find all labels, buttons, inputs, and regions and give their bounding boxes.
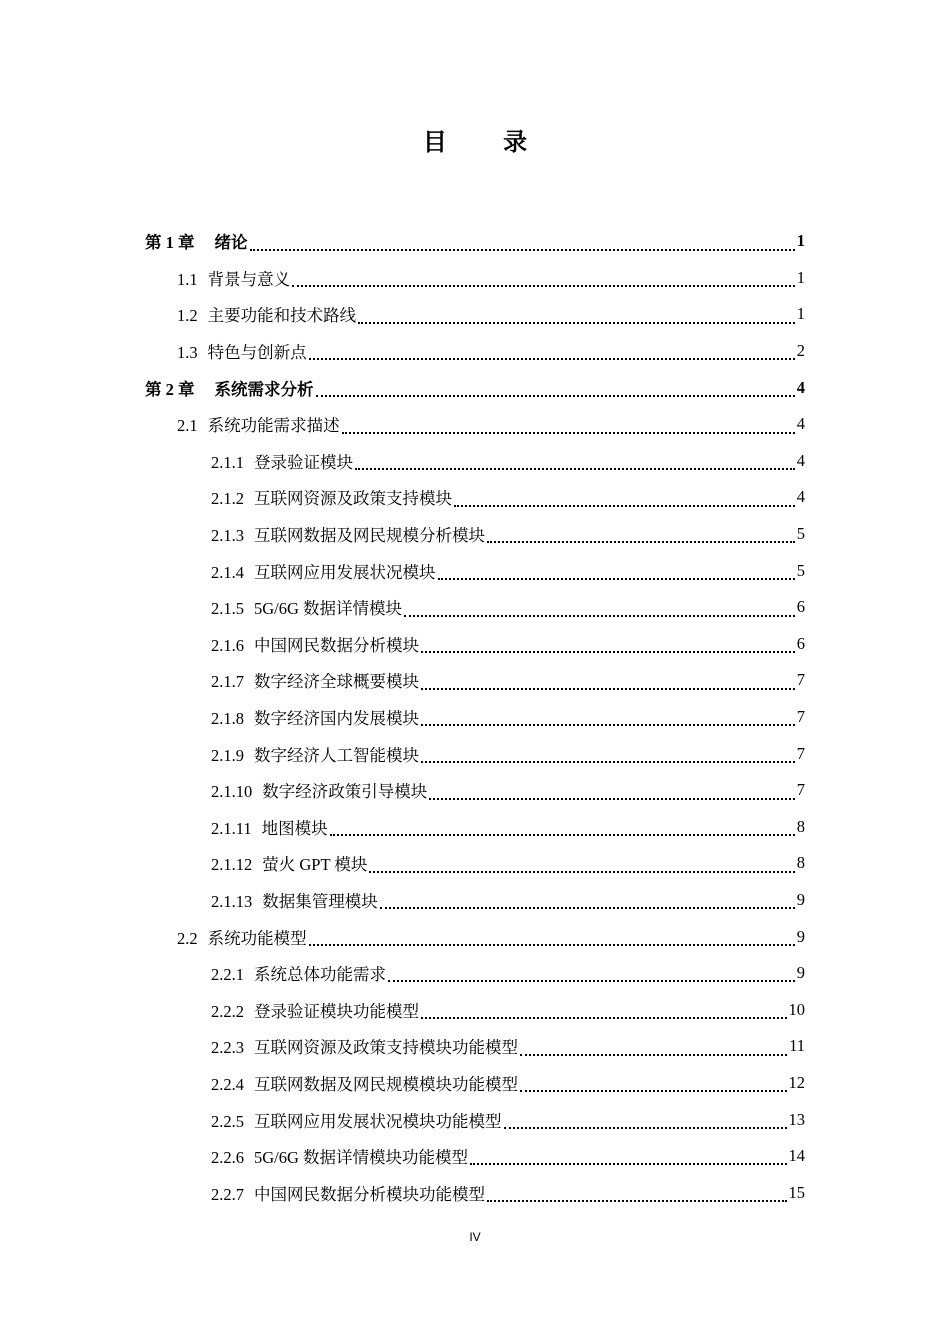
toc-entry[interactable] <box>0 1065 950 1102</box>
toc-entry-number: 2.1.5 <box>211 599 244 619</box>
toc-entry[interactable] <box>0 1174 950 1211</box>
toc-entry[interactable] <box>0 955 950 992</box>
toc-dot-leader <box>487 1190 787 1202</box>
toc-entry-page: 6 <box>796 597 805 617</box>
toc-entry-title: 数据集管理模块 <box>262 891 378 911</box>
toc-entry-number: 2.2 <box>177 928 198 948</box>
toc-entry-page: 2 <box>796 341 805 361</box>
toc-entry[interactable] <box>0 260 950 297</box>
toc-entry-title: 特色与创新点 <box>207 343 307 363</box>
toc-entry-page: 5 <box>796 524 805 544</box>
toc-entry-title: 数字经济全球概要模块 <box>254 672 419 692</box>
toc-entry-number: 2.1.12 <box>211 855 253 875</box>
toc-entry-title: 互联网资源及政策支持模块功能模型 <box>254 1038 518 1058</box>
toc-entry-page: 7 <box>796 780 805 800</box>
toc-entry-page: 6 <box>796 633 805 653</box>
toc-entry-number: 2.1.3 <box>211 526 244 546</box>
page-number: IV <box>469 1230 481 1244</box>
toc-entry[interactable] <box>0 552 950 589</box>
toc-dot-leader <box>421 678 795 690</box>
page-title: 目 录 <box>422 128 552 156</box>
toc-entry-number: 2.1 <box>177 416 198 436</box>
toc-dot-leader <box>250 239 795 251</box>
toc-dot-leader <box>388 970 795 982</box>
toc-entry-label <box>211 485 452 509</box>
toc-dot-leader <box>520 1080 787 1092</box>
toc-dot-leader <box>487 531 795 543</box>
toc-entry-title: 中国网民数据分析模块 <box>254 635 419 655</box>
toc-entry-label <box>211 998 419 1022</box>
toc-entry-number: 1.3 <box>177 343 198 363</box>
toc-entry-page: 1 <box>796 231 805 251</box>
toc-entry-title: 互联网应用发展状况模块功能模型 <box>254 1111 502 1131</box>
toc-entry-number: 2.2.2 <box>211 1001 244 1021</box>
toc-entry-number: 1.2 <box>177 306 198 326</box>
toc-entry[interactable] <box>0 735 950 772</box>
toc-dot-leader <box>358 312 795 324</box>
toc-entry-title: 互联网数据及网民规模分析模块 <box>254 526 485 546</box>
toc-entry-page: 4 <box>796 450 805 470</box>
toc-entry-number: 2.2.3 <box>211 1038 244 1058</box>
toc-entry[interactable] <box>0 223 950 260</box>
toc-entry-page: 4 <box>796 487 805 507</box>
toc-entry[interactable] <box>0 882 950 919</box>
toc-dot-leader <box>404 605 795 617</box>
toc-entry-label <box>177 412 340 436</box>
toc-entry-title: 地图模块 <box>261 818 328 838</box>
toc-entry-page: 7 <box>796 707 805 727</box>
toc-entry-page: 8 <box>796 816 805 836</box>
toc-entry-label <box>211 961 386 985</box>
toc-entry-page: 4 <box>796 377 805 397</box>
toc-entry-number: 2.1.7 <box>211 672 244 692</box>
toc-entry-number: 2.2.1 <box>211 965 244 985</box>
toc-entry-label <box>177 302 356 326</box>
toc-entry-label <box>211 1071 518 1095</box>
toc-entry-number: 第 1 章 <box>145 233 195 253</box>
toc-entry-page: 13 <box>788 1109 805 1129</box>
toc-entry-label <box>211 668 419 692</box>
toc-entry-number: 2.2.6 <box>211 1148 244 1168</box>
toc-entry[interactable] <box>0 845 950 882</box>
toc-dot-leader <box>330 824 795 836</box>
toc-entry-label <box>211 559 436 583</box>
toc-entry-label <box>211 1144 468 1168</box>
toc-entry-label <box>145 376 314 400</box>
toc-entry-page: 9 <box>796 963 805 983</box>
toc-entry[interactable] <box>0 772 950 809</box>
toc-dot-leader <box>421 751 795 763</box>
toc-entry-title: 5G/6G 数据详情模块 <box>254 599 403 619</box>
toc-dot-leader <box>369 861 794 873</box>
toc-entry-title: 数字经济政策引导模块 <box>262 782 428 802</box>
toc-dot-leader <box>429 788 795 800</box>
toc-entry[interactable] <box>0 479 950 516</box>
toc-entry-label <box>211 1034 518 1058</box>
toc-entry-label <box>211 815 328 839</box>
toc-entry-title: 主要功能和技术路线 <box>207 306 357 326</box>
toc-entry[interactable] <box>0 991 950 1028</box>
toc-entry-number: 2.1.4 <box>211 562 244 582</box>
toc-entry-title: 5G/6G 数据详情模块功能模型 <box>254 1148 469 1168</box>
toc-entry-page: 8 <box>796 853 805 873</box>
toc-dot-leader <box>504 1117 787 1129</box>
toc-entry-title: 数字经济国内发展模块 <box>254 709 419 729</box>
toc-dot-leader <box>342 422 795 434</box>
toc-dot-leader <box>316 385 795 397</box>
toc-entry[interactable] <box>0 809 950 846</box>
toc-dot-leader <box>421 714 795 726</box>
toc-dot-leader <box>438 568 795 580</box>
toc-entry[interactable] <box>0 1028 950 1065</box>
toc-entry-number: 2.2.4 <box>211 1074 244 1094</box>
toc-entry-number: 2.1.2 <box>211 489 244 509</box>
toc-entry-page: 5 <box>796 560 805 580</box>
toc-entry-label <box>211 522 485 546</box>
toc-entry-title: 中国网民数据分析模块功能模型 <box>254 1184 485 1204</box>
toc-entry[interactable] <box>0 443 950 480</box>
toc-entry-number: 2.1.13 <box>211 891 253 911</box>
toc-entry-page: 4 <box>796 414 805 434</box>
toc-entry-number: 2.1.10 <box>211 782 253 802</box>
toc-entry[interactable] <box>0 1101 950 1138</box>
toc-entry[interactable] <box>0 626 950 663</box>
toc-entry-title: 绪论 <box>214 233 248 253</box>
toc-entry-number: 2.1.9 <box>211 745 244 765</box>
toc-entry-title: 系统功能模型 <box>207 928 307 948</box>
toc-entry-number: 第 2 章 <box>145 379 195 399</box>
toc-dot-leader <box>355 458 795 470</box>
toc-entry[interactable] <box>0 406 950 443</box>
toc-entry-title: 互联网数据及网民规模模块功能模型 <box>254 1074 518 1094</box>
toc-entry-title: 背景与意义 <box>207 269 291 289</box>
toc-entry-title: 互联网资源及政策支持模块 <box>254 489 452 509</box>
toc-entry-label <box>211 632 419 656</box>
toc-entry-label <box>145 229 248 253</box>
toc-entry-label <box>211 778 427 802</box>
toc-entry-title: 互联网应用发展状况模块 <box>254 562 436 582</box>
toc-entry-page: 15 <box>788 1182 805 1202</box>
toc-entry[interactable] <box>0 662 950 699</box>
toc-entry[interactable] <box>0 589 950 626</box>
toc-entry-label <box>211 851 367 875</box>
toc-entry-page: 9 <box>796 926 805 946</box>
toc-entry-label <box>211 1108 502 1132</box>
toc-entry[interactable] <box>0 918 950 955</box>
toc-entry[interactable] <box>0 333 950 370</box>
toc-entry-page: 7 <box>796 670 805 690</box>
toc-entry-title: 数字经济人工智能模块 <box>254 745 419 765</box>
toc-entry-page: 10 <box>788 999 805 1019</box>
toc-entry-page: 1 <box>796 304 805 324</box>
toc-entry[interactable] <box>0 296 950 333</box>
toc-entry-title: 登录验证模块 <box>254 452 353 472</box>
toc-entry-number: 2.1.11 <box>211 818 252 838</box>
toc-entry-page: 12 <box>788 1072 805 1092</box>
toc-entry-number: 1.1 <box>177 269 198 289</box>
toc-dot-leader <box>421 1007 787 1019</box>
toc-entry-label <box>211 705 419 729</box>
toc-dot-leader <box>309 348 795 360</box>
toc-entry-page: 11 <box>789 1036 805 1056</box>
toc-dot-leader <box>380 897 795 909</box>
toc-entry-title: 系统总体功能需求 <box>254 965 386 985</box>
toc-entry-number: 2.1.8 <box>211 709 244 729</box>
toc-entry-title: 系统需求分析 <box>214 379 314 399</box>
toc-entry-number: 2.2.7 <box>211 1184 244 1204</box>
toc-dot-leader <box>421 641 795 653</box>
toc-entry-label <box>177 339 307 363</box>
toc-dot-leader <box>454 495 795 507</box>
toc-entry-label <box>177 925 307 949</box>
toc-entry[interactable] <box>0 1138 950 1175</box>
toc-entry[interactable] <box>0 516 950 553</box>
toc-entry-title: 萤火 GPT 模块 <box>262 855 368 875</box>
toc-entry-page: 14 <box>788 1146 805 1166</box>
toc-entry-label <box>211 449 353 473</box>
toc-entry-page: 7 <box>796 743 805 763</box>
toc-entry[interactable] <box>0 369 950 406</box>
toc-entry-label <box>211 595 402 619</box>
toc-dot-leader <box>520 1044 787 1056</box>
toc-entry-page: 9 <box>796 889 805 909</box>
toc-entry-label <box>211 1181 485 1205</box>
toc-entry-label <box>177 266 290 290</box>
toc-entry-number: 2.1.6 <box>211 635 244 655</box>
toc-dot-leader <box>292 275 795 287</box>
table-of-contents <box>0 223 950 1211</box>
toc-entry-page: 1 <box>796 267 805 287</box>
toc-entry-label <box>211 888 378 912</box>
toc-entry-title: 系统功能需求描述 <box>207 416 340 436</box>
toc-entry-number: 2.2.5 <box>211 1111 244 1131</box>
toc-entry[interactable] <box>0 699 950 736</box>
toc-dot-leader <box>470 1153 786 1165</box>
toc-entry-number: 2.1.1 <box>211 452 244 472</box>
toc-dot-leader <box>309 934 795 946</box>
toc-entry-label <box>211 742 419 766</box>
toc-entry-title: 登录验证模块功能模型 <box>254 1001 419 1021</box>
